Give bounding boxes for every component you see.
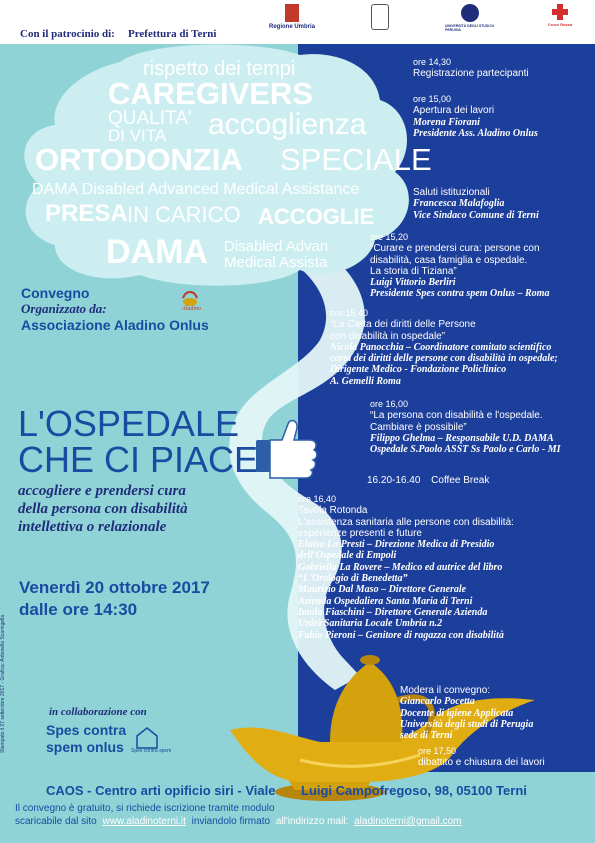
- event-title-line1: L'OSPEDALE: [18, 403, 239, 444]
- thumbs-up-icon: [256, 421, 317, 478]
- spes-logo-text: Spes contra spem: [131, 748, 172, 754]
- schedule-item-moderator: [400, 685, 590, 741]
- schedule-item-talk2: [330, 308, 592, 387]
- schedule-item-break: [367, 475, 587, 486]
- convegno-label: Convegno: [21, 285, 90, 301]
- red-cross-label: Croce Rossa: [547, 22, 573, 27]
- email-label: all'indirizzo mail:: [275, 816, 349, 827]
- speaker-name: Morena Fiorani: [413, 116, 480, 128]
- collab-label: in collaborazione con: [49, 706, 147, 718]
- regione-umbria-label: Regione Umbria: [268, 24, 315, 30]
- talk-title-line: disabilità, casa famiglia e ospedale.: [370, 254, 528, 266]
- cloud-word: IN CARICO: [127, 202, 241, 227]
- schedule-time: ore 16,40: [298, 494, 337, 504]
- speaker-role: carta dei diritti delle persone con disabilità in ospedale;: [330, 353, 558, 365]
- cloud-word: DI VITA: [108, 126, 167, 145]
- university-seal-icon: [461, 4, 479, 22]
- website-link[interactable]: www.aladinoterni.it: [102, 816, 186, 827]
- roundtable-title: Tavola Rotonda: [298, 505, 368, 517]
- schedule-time: ore 15,40: [330, 308, 369, 318]
- cloud-word: DAMA: [106, 233, 208, 271]
- speaker-role: Vice Sindaco Comune di Terni: [413, 209, 539, 221]
- schedule-title: Registrazione partecipanti: [413, 68, 529, 80]
- speaker-name: Luigi Vittorio Berliri: [370, 277, 456, 289]
- schedule-item-greetings: [413, 187, 588, 221]
- cloud-word: Medical Assista: [224, 254, 328, 271]
- collab-name-line2: spem onlus: [46, 739, 124, 755]
- panelist: dell'Ospedale di Empoli: [298, 550, 397, 562]
- moderator-label: Modera il convegno:: [400, 685, 491, 696]
- speaker-role: A. Gemelli Roma: [330, 375, 401, 387]
- patronage-label: Con il patrocinio di:: [20, 28, 115, 40]
- event-title-line2: CHE CI PIACE: [18, 439, 259, 480]
- cloud-word: ACCOGLIE: [258, 204, 375, 229]
- terni-emblem-logo: [365, 4, 395, 40]
- speaker-name: Nicola Panocchia – Coordinatore comitato scientifico: [330, 341, 552, 353]
- schedule-time: ore 17,50: [418, 746, 457, 756]
- speaker-role: Dirigente Medico - Fondazione Policlinico: [330, 364, 507, 376]
- cloud-word: PRESA: [45, 200, 128, 227]
- moderator-role: Docente di igiene Applicata: [400, 707, 514, 719]
- terni-emblem-icon: [371, 4, 389, 30]
- collab-name-line1: Spes contra: [46, 722, 127, 738]
- schedule-item-talk3: [370, 399, 592, 455]
- speaker-role: Presidente Spes contra spem Onlus – Roma: [370, 288, 550, 300]
- cloud-word: ORTODONZIA: [35, 142, 243, 177]
- event-date: Venerdì 20 ottobre 2017: [19, 578, 210, 597]
- email-link[interactable]: aladinoterni@gmail.com: [354, 816, 462, 827]
- panelist: Imolo Fiaschini – Direttore Generale Azienda: [298, 606, 488, 618]
- red-cross-icon: [552, 4, 568, 20]
- moderator-name: Giancarlo Pocetta: [400, 696, 475, 708]
- schedule-time: ore 16,00: [370, 399, 409, 409]
- event-subtitle-line2: della persona con disabilità: [18, 501, 188, 517]
- schedule-time: ore 15,20: [370, 232, 409, 242]
- talk-title-line: “La persona con disabilità e l'ospedale.: [370, 410, 543, 422]
- talk-title-line: Cambiare è possibile”: [370, 421, 467, 433]
- roundtable-subtitle: esperienze presenti e future: [298, 527, 422, 539]
- red-cross-logo: [545, 4, 575, 40]
- schedule-time: 16.20-16.40: [367, 475, 421, 486]
- schedule-time: ore 14,30: [413, 57, 452, 67]
- schedule-title: Saluti istituzionali: [413, 187, 490, 198]
- event-time: dalle ore 14:30: [19, 600, 138, 619]
- cloud-word: SPECIALE: [280, 142, 432, 177]
- talk-title-line: “Curare e prendersi cura: persone con: [370, 243, 540, 255]
- cloud-word: Disabled Advan: [224, 238, 329, 255]
- spes-logo-icon: [137, 728, 157, 748]
- aladino-logo-icon: [183, 292, 197, 306]
- event-subtitle-line1: accogliere e prendersi cura: [18, 483, 186, 499]
- speaker-name: Francesca Malafoglia: [413, 198, 505, 210]
- schedule-title: dibattito e chiusura dei lavori: [418, 757, 545, 769]
- send-note: inviandolo firmato: [191, 816, 271, 827]
- venue-part1: CAOS - Centro arti opificio siri - Viale: [46, 783, 276, 798]
- schedule-item-talk1: [370, 232, 590, 300]
- panelist: “L'Orologio di Benedetta”: [298, 573, 408, 585]
- panelist: Maurizio Dal Maso – Direttore Generale: [298, 584, 467, 596]
- cloud-word: DAMA Disabled Advanced Medical Assistance: [32, 181, 360, 198]
- organized-by-label: Organizzato da:: [21, 301, 107, 316]
- registration-links: [15, 816, 462, 827]
- cloud-word: accoglienza: [208, 108, 367, 141]
- cloud-word: QUALITA': [108, 108, 192, 129]
- schedule-title: Coffee Break: [431, 475, 490, 486]
- schedule-item-opening: [413, 94, 588, 139]
- registration-note: Il convegno è gratuito, si richiede iscrizione tramite modulo: [15, 803, 275, 814]
- print-credit: Stampato il 27 settembre 2017 - Grafica: Antonella Scaringella: [0, 614, 6, 753]
- roundtable-subtitle: L'assistenza sanitaria alle persone con disabilità:: [298, 516, 514, 528]
- panelist: Unità Sanitaria Locale Umbria n.2: [298, 618, 443, 630]
- cloud-word: rispetto dei tempi: [143, 58, 296, 80]
- speaker-role: Presidente Ass. Aladino Onlus: [413, 127, 538, 139]
- moderator-role: sede di Terni: [400, 730, 453, 742]
- speaker-name: Filippo Ghelma – Responsabile U.D. DAMA: [370, 432, 554, 444]
- talk-title-line: “La Carta dei diritti delle Persone: [330, 319, 476, 331]
- speaker-role: Ospedale S.Paolo ASST Ss Paolo e Carlo - MI: [370, 444, 561, 456]
- regione-umbria-logo: [262, 4, 322, 40]
- download-note: scaricabile dal sito: [15, 816, 97, 827]
- panelist: Fabio Pieroni – Genitore di ragazza con disabilità: [298, 629, 504, 641]
- panelist: Eluisa Lo Presti – Direzione Medica di Presidio: [298, 539, 495, 551]
- moderator-role: Università degli studi di Perugia: [400, 718, 534, 730]
- schedule-time: ore 15,00: [413, 94, 452, 104]
- university-label: UNIVERSITÀ DEGLI STUDI DI PERUGIA: [445, 24, 494, 32]
- aladino-logo-text: Aladino: [182, 306, 201, 312]
- university-logo: [445, 4, 495, 40]
- event-subtitle-line3: intellettiva o relazionale: [18, 519, 167, 535]
- talk-title-line: La storia di Tiziana”: [370, 265, 457, 277]
- schedule-item-registration: [413, 57, 588, 80]
- schedule-item-closing: [418, 746, 588, 769]
- prefettura-label: Prefettura di Terni: [128, 28, 217, 40]
- panelist: Gabriella La Rovere – Medico ed autrice del libro: [298, 561, 503, 573]
- schedule-title: Apertura dei lavori: [413, 105, 495, 117]
- panelist: Azienda Ospedaliera Santa Maria di Terni: [298, 595, 473, 607]
- talk-title-line: con disabilità in ospedale”: [330, 330, 446, 342]
- venue-part2: Luigi Campofregoso, 98, 05100 Terni: [301, 783, 527, 798]
- cloud-word: CAREGIVERS: [108, 76, 313, 111]
- regione-umbria-icon: [285, 4, 299, 22]
- organizer-name: Associazione Aladino Onlus: [21, 317, 209, 333]
- schedule-item-roundtable: [298, 494, 590, 641]
